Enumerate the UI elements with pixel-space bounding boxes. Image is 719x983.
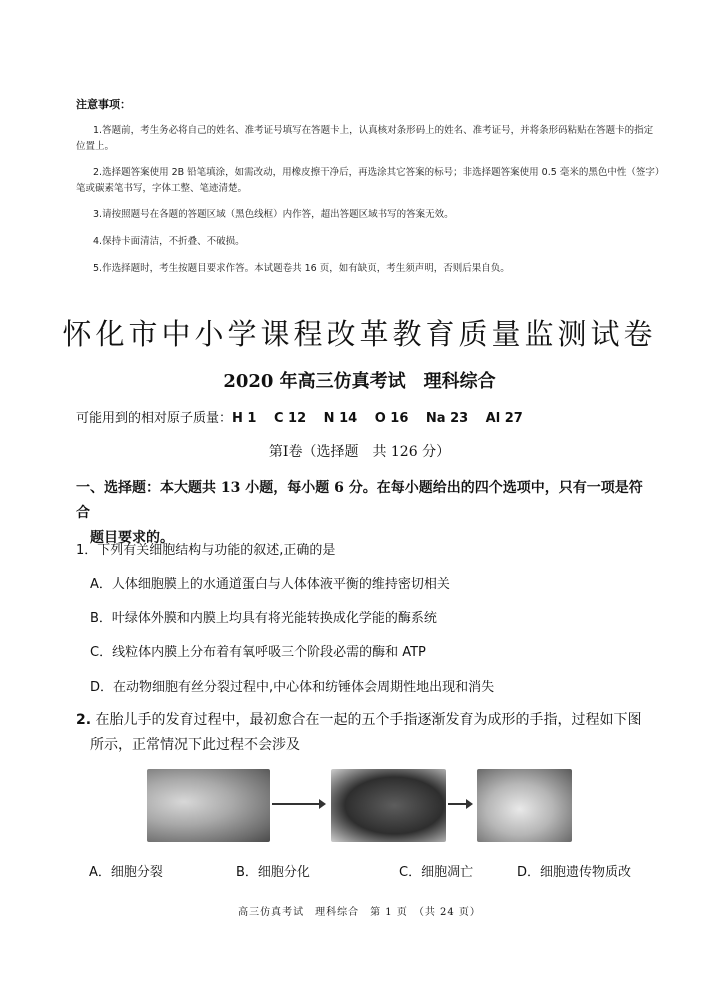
notice-item-2: 2.选择题答案使用 2B 铅笔填涂，如需改动，用橡皮擦干净后，再选涂其它答案的标号；非选择题答案使用 0.5 毫米的黑色中性（签字）笔或碳素笔书写，字体工整、笔迹清楚。 bbox=[76, 167, 660, 194]
question-2-option-b: B．细胞分化 bbox=[236, 865, 310, 880]
question-2-number: 2. bbox=[76, 712, 92, 728]
question-1-option-c: C．线粒体内膜上分布着有氧呼吸三个阶段必需的酶和 ATP bbox=[90, 645, 426, 660]
embryo-hand-photo-1 bbox=[147, 769, 270, 842]
section-heading-line-1: 一、选择题：本大题共 13 小题，每小题 6 分。在每小题给出的四个选项中，只有一项是符合 bbox=[76, 480, 643, 521]
question-2-option-a: A．细胞分裂 bbox=[89, 865, 163, 880]
arrow-right-icon bbox=[272, 803, 324, 805]
question-2-text-1: 在胎儿手的发育过程中，最初愈合在一起的五个手指逐渐发育为成形的手指，过程如下图 bbox=[91, 712, 642, 728]
question-2-line-1 bbox=[76, 708, 646, 733]
question-2-stem bbox=[76, 708, 646, 758]
notice-item-1: 1.答题前，考生务必将自己的姓名、准考证号填写在答题卡上，认真核对条形码上的姓名、准考证号，并将条形码粘贴在答题卡的指定位置上。 bbox=[76, 125, 654, 152]
atomic-mass-line bbox=[76, 407, 523, 426]
section-heading-line-2: 题目要求的。 bbox=[90, 530, 174, 546]
exam-title: 怀化市中小学课程改革教育质量监测试卷 bbox=[62, 317, 657, 351]
notice-item-3: 3.请按照题号在各题的答题区域（黑色线框）内作答，超出答题区域书写的答案无效。 bbox=[93, 209, 454, 220]
question-1-option-d: D．在动物细胞有丝分裂过程中,中心体和纺锤体会周期性地出现和消失 bbox=[90, 680, 495, 695]
exam-subtitle: 2020 年高三仿真考试 理科综合 bbox=[223, 371, 496, 392]
atomic-mass-values: H 1 C 12 N 14 O 16 Na 23 Al 27 bbox=[232, 411, 523, 426]
page-footer: 高三仿真考试 理科综合 第 1 页 （共 24 页） bbox=[238, 907, 481, 918]
embryo-hand-photo-3 bbox=[477, 769, 572, 842]
atomic-mass-label: 可能用到的相对原子质量： bbox=[76, 411, 233, 426]
notice-item-5: 5.作选择题时，考生按题目要求作答。本试题卷共 16 页，如有缺页，考生须声明，否则后果自负。 bbox=[93, 263, 510, 274]
question-1-stem: 1．下列有关细胞结构与功能的叙述,正确的是 bbox=[76, 543, 336, 558]
notice-title: 注意事项： bbox=[76, 98, 131, 111]
arrow-right-icon bbox=[448, 803, 471, 805]
question-1-option-a: A．人体细胞膜上的水通道蛋白与人体体液平衡的维持密切相关 bbox=[90, 577, 450, 592]
question-2-line-2: 所示，正常情况下此过程不会涉及 bbox=[90, 737, 300, 753]
part-heading: 第Ⅰ卷（选择题 共 126 分） bbox=[268, 444, 451, 460]
question-2-option-d: D．细胞遗传物质改 bbox=[517, 865, 632, 880]
notice-item-4: 4.保持卡面清洁，不折叠、不破损。 bbox=[93, 236, 245, 247]
embryo-hand-photo-2 bbox=[331, 769, 446, 842]
question-1-option-b: B．叶绿体外膜和内膜上均具有将光能转换成化学能的酶系统 bbox=[90, 611, 437, 626]
question-2-option-c: C．细胞凋亡 bbox=[399, 865, 474, 880]
